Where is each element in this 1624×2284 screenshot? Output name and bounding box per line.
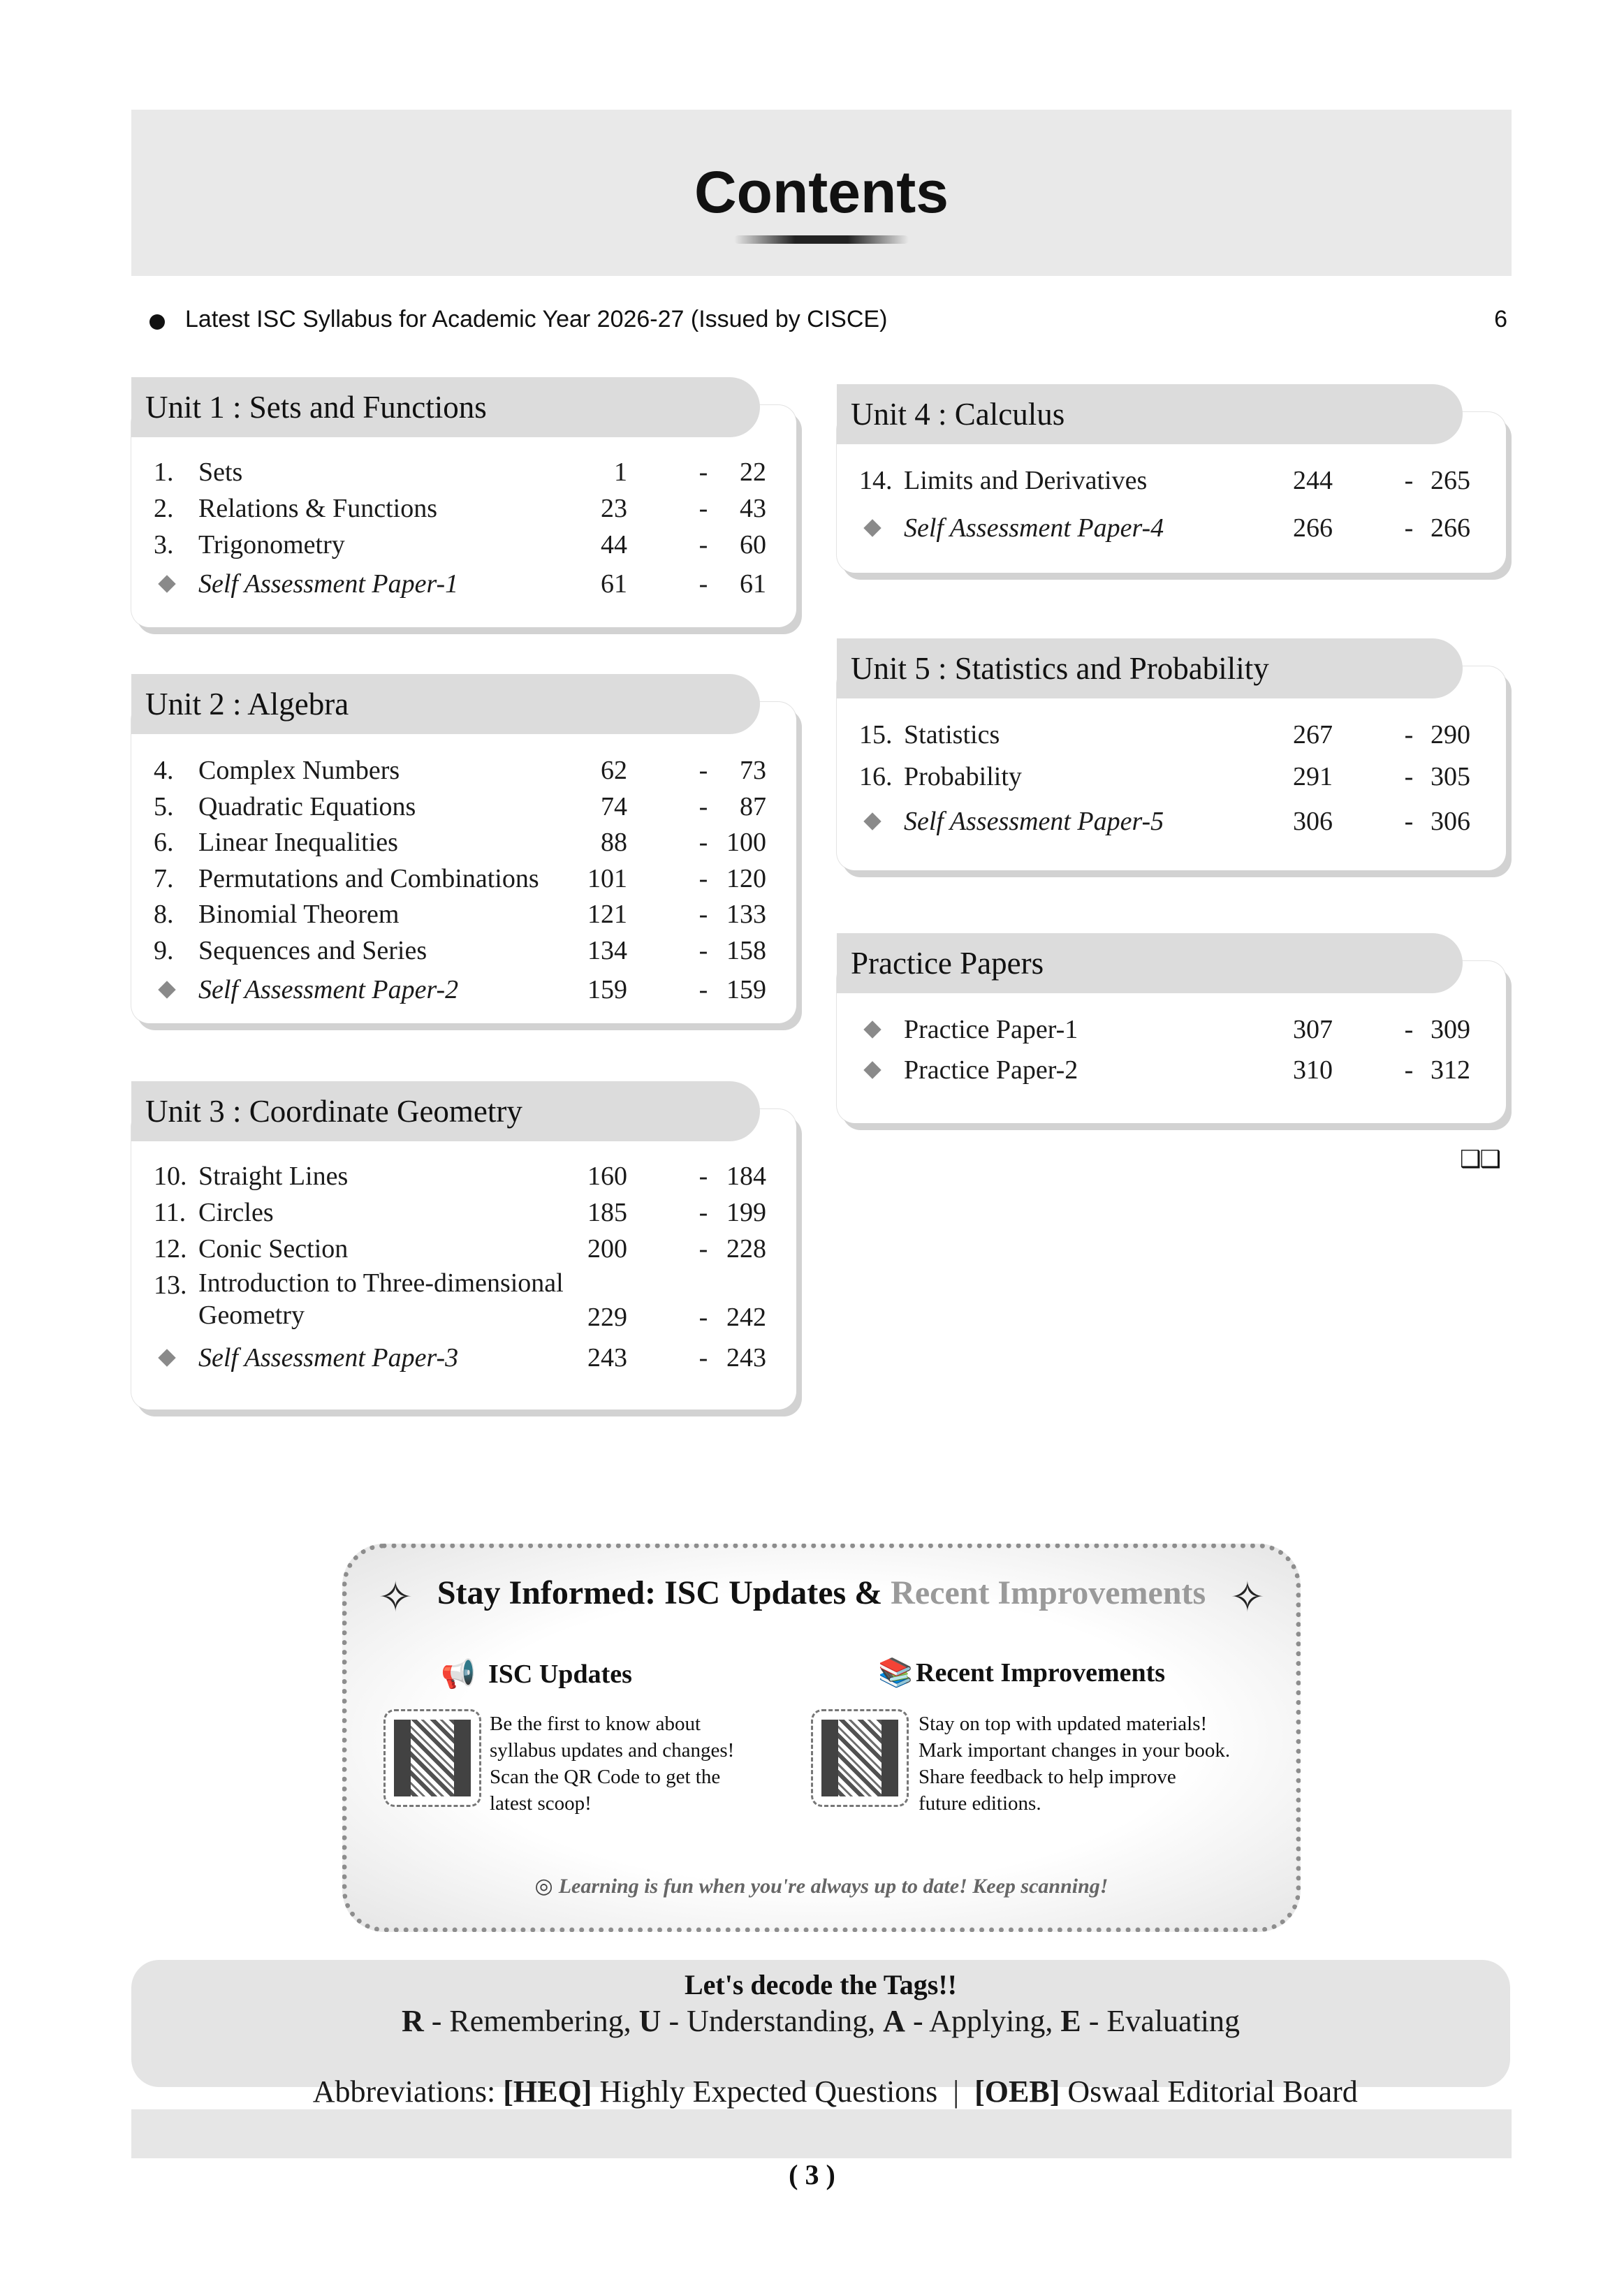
page-range-dash: - [698,1343,708,1372]
toc-entry[interactable] [837,510,1506,546]
syllabus-entry[interactable] [145,306,1507,341]
entry-number: 9. [154,936,174,965]
entry-title: Statistics [904,720,1000,749]
entry-number: 11. [154,1198,186,1227]
toc-entry[interactable] [131,454,796,490]
page-to: 312 [1431,1055,1470,1085]
page-to: 60 [740,530,766,559]
page-from: 134 [587,936,627,965]
entry-number: 3. [154,530,174,559]
unit-5-block [837,638,1506,870]
page-to: 120 [726,863,766,893]
page-range-dash: - [1404,466,1414,495]
target-icon: ◎ [534,1874,553,1898]
page-to: 265 [1431,466,1470,495]
page-range-dash: - [698,1162,708,1191]
page-from: 44 [601,530,627,559]
entry-title: Relations & Functions [198,494,437,523]
sparkle-icon: ✧ [378,1573,414,1622]
page-from: 229 [587,1303,627,1332]
page-from: 159 [587,974,627,1004]
entry-title: Introduction to Three-dimensional Geometry [198,1268,564,1330]
toc-entry[interactable] [131,896,796,932]
diamond-bullet-icon [863,519,881,536]
diamond-bullet-icon [158,1349,175,1366]
page-range-dash: - [698,569,708,599]
toc-entry[interactable] [131,1194,796,1231]
page-to: 306 [1431,807,1470,836]
page-from: 61 [601,569,627,599]
page-range-dash: - [1404,513,1414,543]
page-to: 228 [726,1234,766,1264]
practice-papers-block [837,933,1506,1123]
entry-number: 16. [859,762,893,791]
page-to: 158 [726,936,766,965]
isc-updates-heading: ISC Updates [488,1660,632,1689]
unit-heading: Unit 4 : Calculus [837,384,1463,444]
unit-4-block [837,384,1506,573]
page-from: 200 [587,1234,627,1264]
diamond-bullet-icon [158,981,175,998]
page-from: 291 [1293,762,1333,791]
page-to: 61 [740,569,766,599]
diamond-bullet-icon [158,575,175,592]
title-underline [734,235,909,244]
page-range-dash: - [698,494,708,523]
entry-title: Sequences and Series [198,936,427,965]
tags-abbreviations: Abbreviations: [HEQ] Highly Expected Questions | [OEB] Oswaal Editorial Board [312,2074,1358,2109]
page-range-dash: - [698,1303,708,1332]
page-to: 87 [740,791,766,821]
syllabus-label: Latest ISC Syllabus for Academic Year 2026-27 (Issued by CISCE) [185,306,888,332]
toc-entry[interactable] [837,462,1506,499]
page-to: 43 [740,494,766,523]
toc-entry[interactable] [837,717,1506,753]
bullet-icon [149,314,165,330]
page-from: 1 [614,457,627,487]
stay-informed-box [342,1544,1301,1932]
entry-number: 10. [154,1162,187,1191]
page-range-dash: - [698,1234,708,1264]
tags-levels: R - Remembering, U - Understanding, A - Applying, E - Evaluating [401,2004,1241,2038]
page-range-dash: - [698,863,708,893]
page-range-dash: - [1404,762,1414,791]
entry-number: 4. [154,756,174,785]
page-to: 133 [726,900,766,930]
recent-improvements-text: Stay on top with updated materials! Mark important changes in your book. Share feedback to help improve future editions. [919,1713,1231,1815]
entry-title: Limits and Derivatives [904,466,1148,495]
page-from: 62 [601,756,627,785]
page-from: 160 [587,1162,627,1191]
entry-title: Quadratic Equations [198,791,416,821]
page-range-dash: - [698,530,708,559]
entry-number: 5. [154,791,174,821]
entry-number: 15. [859,720,893,749]
entry-title: Trigonometry [198,530,345,559]
recent-improvements-heading: Recent Improvements [916,1658,1166,1688]
toc-entry[interactable] [131,824,796,861]
entry-title: Circles [198,1198,274,1227]
toc-entry[interactable] [131,1267,796,1337]
page-range-dash: - [698,936,708,965]
syllabus-page: 6 [1494,306,1507,332]
page-range-dash: - [698,974,708,1004]
entry-title: Practice Paper-1 [904,1015,1078,1044]
entry-number: 13. [154,1271,187,1300]
toc-entry[interactable] [131,1231,796,1267]
entry-title: Linear Inequalities [198,828,398,858]
page-to: 22 [740,457,766,487]
page-from: 74 [601,791,627,821]
bottom-band [131,2109,1512,2158]
page-from: 185 [587,1198,627,1227]
entry-title: Sets [198,457,243,487]
page-from: 243 [587,1343,627,1372]
diamond-bullet-icon [863,1061,881,1078]
unit-3-block [131,1081,796,1410]
page-to: 184 [726,1162,766,1191]
tags-legend [131,1960,1510,2109]
sparkle-icon: ✧ [1229,1573,1265,1622]
page-to: 243 [726,1343,766,1372]
entry-title: Self Assessment Paper-5 [904,807,1164,836]
entry-title: Self Assessment Paper-2 [198,974,459,1004]
page-to: 199 [726,1198,766,1227]
toc-entry[interactable] [131,1158,796,1194]
isc-updates-qr-code[interactable] [383,1709,481,1807]
page-from: 101 [587,863,627,893]
page-from: 266 [1293,513,1333,543]
page-range-dash: - [1404,807,1414,836]
page-range-dash: - [698,828,708,858]
page-range-dash: - [698,457,708,487]
entry-number: 7. [154,863,174,893]
toc-entry[interactable] [837,759,1506,795]
page-title: Contents [694,159,949,225]
toc-entry[interactable] [131,752,796,789]
page-to: 242 [726,1303,766,1332]
entry-title: Conic Section [198,1234,349,1264]
page-from: 23 [601,494,627,523]
entry-title: Self Assessment Paper-4 [904,513,1164,543]
toc-entry[interactable] [131,1340,796,1376]
toc-entry[interactable] [131,972,796,1008]
entry-title: Complex Numbers [198,756,400,785]
toc-entry[interactable] [837,1052,1506,1088]
unit-heading: Unit 3 : Coordinate Geometry [131,1081,760,1141]
entry-title: Binomial Theorem [198,900,400,930]
megaphone-icon: 📢 [441,1658,476,1690]
entry-number: 8. [154,900,174,930]
page-to: 305 [1431,762,1470,791]
page-to: 309 [1431,1015,1470,1044]
page-range-dash: - [1404,720,1414,749]
page-to: 266 [1431,513,1470,543]
page-number: ( 3 ) [789,2159,835,2190]
toc-entry[interactable] [131,861,796,897]
diamond-bullet-icon [863,1020,881,1038]
unit-2-block [131,674,796,1023]
entry-title: Probability [904,762,1022,791]
entry-number: 6. [154,828,174,858]
unit-heading: Practice Papers [837,933,1463,993]
unit-heading: Unit 1 : Sets and Functions [131,377,760,437]
unit-heading: Unit 5 : Statistics and Probability [837,638,1463,698]
end-marks: ❑❑ [1460,1145,1500,1173]
page-to: 100 [726,828,766,858]
unit-1-block [131,377,796,627]
page-to: 159 [726,974,766,1004]
page-range-dash: - [698,756,708,785]
entry-number: 12. [154,1234,187,1264]
page-range-dash: - [1404,1055,1414,1085]
toc-entry[interactable] [131,527,796,563]
page-from: 244 [1293,466,1333,495]
toc-entry[interactable] [131,789,796,825]
entry-title: Self Assessment Paper-3 [198,1343,459,1372]
page-range-dash: - [698,900,708,930]
toc-entry[interactable] [131,566,796,602]
page-from: 267 [1293,720,1333,749]
page-from: 310 [1293,1055,1333,1085]
entry-number: 2. [154,494,174,523]
page-range-dash: - [698,1198,708,1227]
diamond-bullet-icon [863,812,881,830]
books-icon: 📚 [878,1657,913,1689]
info-footer: ◎ Learning is fun when you're always up to date! Keep scanning! [534,1874,1109,1898]
tags-heading: Let's decode the Tags!! [685,1969,957,2000]
entry-title: Practice Paper-2 [904,1055,1078,1085]
page-from: 88 [601,828,627,858]
unit-heading: Unit 2 : Algebra [131,674,760,734]
entry-number: 1. [154,457,174,487]
entry-number: 14. [859,466,893,495]
entry-title: Straight Lines [198,1162,349,1191]
recent-improvements-qr-code[interactable] [811,1709,909,1807]
toc-entry[interactable] [837,803,1506,840]
page-from: 121 [587,900,627,930]
page-to: 73 [740,756,766,785]
page-range-dash: - [1404,1015,1414,1044]
page-to: 290 [1431,720,1470,749]
isc-updates-text: Be the first to know about syllabus updates and changes! Scan the QR Code to get the latest scoop! [490,1713,735,1815]
page-from: 306 [1293,807,1333,836]
entry-title: Permutations and Combinations [198,863,539,893]
page-from: 307 [1293,1015,1333,1044]
toc-entry[interactable] [131,932,796,969]
toc-entry[interactable] [131,490,796,527]
toc-entry[interactable] [837,1011,1506,1048]
entry-title: Self Assessment Paper-1 [198,569,459,599]
info-title: Stay Informed: ISC Updates & Recent Improvements [437,1574,1206,1611]
page-range-dash: - [698,791,708,821]
header-band [131,110,1512,276]
